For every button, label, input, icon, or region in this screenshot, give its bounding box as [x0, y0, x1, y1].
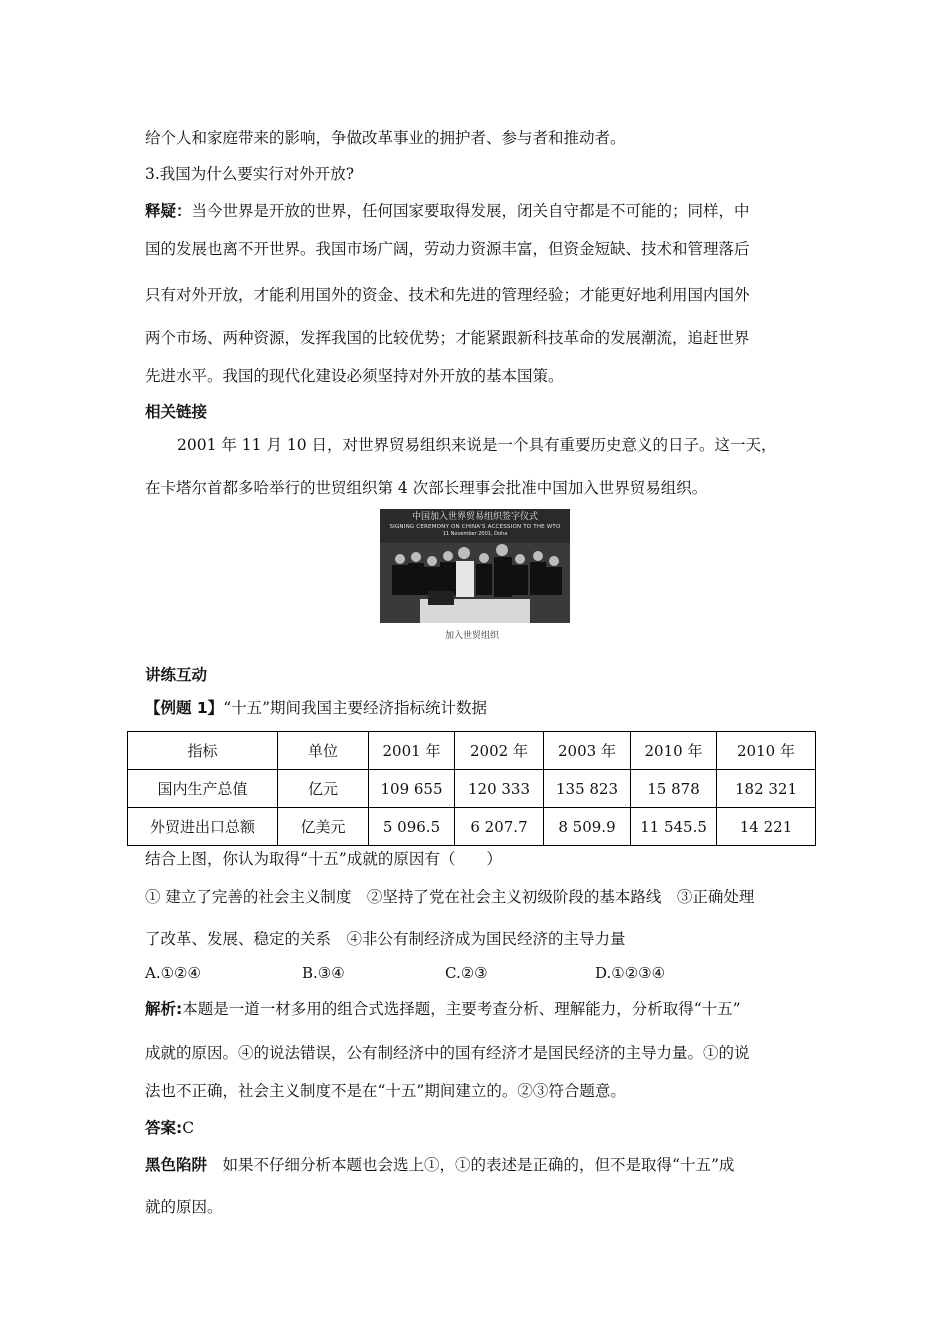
analysis-text: 本题是一道一材多用的组合式选择题，主要考查分析、理解能力，分析取得“十五”	[182, 1000, 741, 1018]
table-row	[128, 770, 816, 808]
trap-text: 如果不仔细分析本题也会选上①，①的表述是正确的，但不是取得“十五”成	[207, 1156, 735, 1174]
question-text: 结合上图，你认为取得“十五”成就的原因有（ ）	[145, 850, 502, 868]
photo-banner-title: 中国加入世界贸易组织签字仪式	[411, 512, 538, 522]
table-cell: 11 545.5	[631, 808, 717, 846]
practice-heading: 讲练互动	[145, 666, 208, 684]
table-header-cell: 2001 年	[369, 732, 455, 770]
table-cell: 国内生产总值	[128, 770, 278, 808]
option-d: D.①②③④	[595, 964, 666, 982]
analysis-line	[145, 998, 741, 1020]
shiyi-paragraph-line: 先进水平。我国的现代化建设必须坚持对外开放的基本国策。	[145, 367, 564, 385]
table-row	[128, 808, 816, 846]
table-header-row	[128, 732, 816, 770]
table-header-cell: 2002 年	[455, 732, 544, 770]
trap-line	[145, 1154, 734, 1176]
shiyi-paragraph-line: 国的发展也离不开世界。我国市场广阔，劳动力资源丰富，但资金短缺、技术和管理落后	[145, 240, 750, 258]
analysis-line: 成就的原因。④的说法错误，公有制经济中的国有经济才是国民经济的主导力量。①的说	[145, 1044, 750, 1062]
shiyi-paragraph-line: 只有对外开放，才能利用国外的资金、技术和先进的管理经验；才能更好地利用国内国外	[145, 286, 750, 304]
example-1-label: 【例题 1】	[145, 699, 224, 717]
paragraph-line: 给个人和家庭带来的影响，争做改革事业的拥护者、参与者和推动者。	[145, 129, 626, 147]
related-links-line: 在卡塔尔首都多哈举行的世贸组织第 4 次部长理事会批准中国加入世界贸易组织。	[145, 479, 708, 497]
table-cell: 亿元	[278, 770, 369, 808]
photo-caption: 加入世贸组织	[445, 631, 500, 641]
trap-line: 就的原因。	[145, 1198, 223, 1216]
table-cell: 6 207.7	[455, 808, 544, 846]
table-cell: 8 509.9	[544, 808, 631, 846]
table-header-cell: 指标	[128, 732, 278, 770]
table-header-cell: 2010 年	[717, 732, 816, 770]
shiyi-paragraph-line	[145, 200, 750, 222]
table-cell: 120 333	[455, 770, 544, 808]
related-links-heading: 相关链接	[145, 403, 208, 421]
table-header-cell: 2010 年	[631, 732, 717, 770]
wto-signing-photo	[380, 509, 570, 623]
table-cell: 109 655	[369, 770, 455, 808]
table-cell: 外贸进出口总额	[128, 808, 278, 846]
option-b: B.③④	[302, 964, 345, 982]
analysis-line: 法也不正确，社会主义制度不是在“十五”期间建立的。②③符合题意。	[145, 1082, 626, 1100]
option-a: A.①②④	[145, 964, 201, 982]
table-cell: 15 878	[631, 770, 717, 808]
trap-label: 黑色陷阱	[145, 1156, 208, 1174]
shiyi-text: 当今世界是开放的世界，任何国家要取得发展，闭关自守都是不可能的；同样，中	[191, 202, 750, 220]
answer-label: 答案:	[145, 1119, 183, 1137]
related-links-line: 2001 年 11 月 10 日，对世界贸易组织来说是一个具有重要历史意义的日子。这一天，	[177, 436, 777, 454]
table-header-cell: 单位	[278, 732, 369, 770]
photo-banner-date: 11 November 2001, Doha	[442, 531, 508, 537]
table-cell: 14 221	[717, 808, 816, 846]
shiyi-paragraph-line: 两个市场、两种资源，发挥我国的比较优势；才能紧跟新科技革命的发展潮流，追赶世界	[145, 329, 750, 347]
answer-line	[145, 1117, 194, 1139]
analysis-label: 解析:	[145, 1000, 183, 1018]
table-cell: 亿美元	[278, 808, 369, 846]
answer-value: C	[182, 1119, 195, 1137]
option-c: C.②③	[445, 964, 488, 982]
question-3-heading: 3.我国为什么要实行对外开放?	[145, 165, 355, 183]
statement-line: ① 建立了完善的社会主义制度 ②坚持了党在社会主义初级阶段的基本路线 ③正确处理	[145, 888, 755, 906]
table-cell: 5 096.5	[369, 808, 455, 846]
table-header-cell: 2003 年	[544, 732, 631, 770]
statistics-table	[127, 731, 816, 846]
table-cell: 182 321	[717, 770, 816, 808]
photo-scene	[380, 509, 570, 623]
photo-banner-subtitle: SIGNING CEREMONY ON CHINA'S ACCESSION TO THE WTO	[389, 524, 561, 530]
table-cell: 135 823	[544, 770, 631, 808]
example-1-caption: “十五”期间我国主要经济指标统计数据	[223, 699, 488, 717]
shiyi-label: 释疑：	[145, 202, 192, 220]
example-1-title	[145, 697, 487, 719]
statement-line: 了改革、发展、稳定的关系 ④非公有制经济成为国民经济的主导力量	[145, 930, 626, 948]
